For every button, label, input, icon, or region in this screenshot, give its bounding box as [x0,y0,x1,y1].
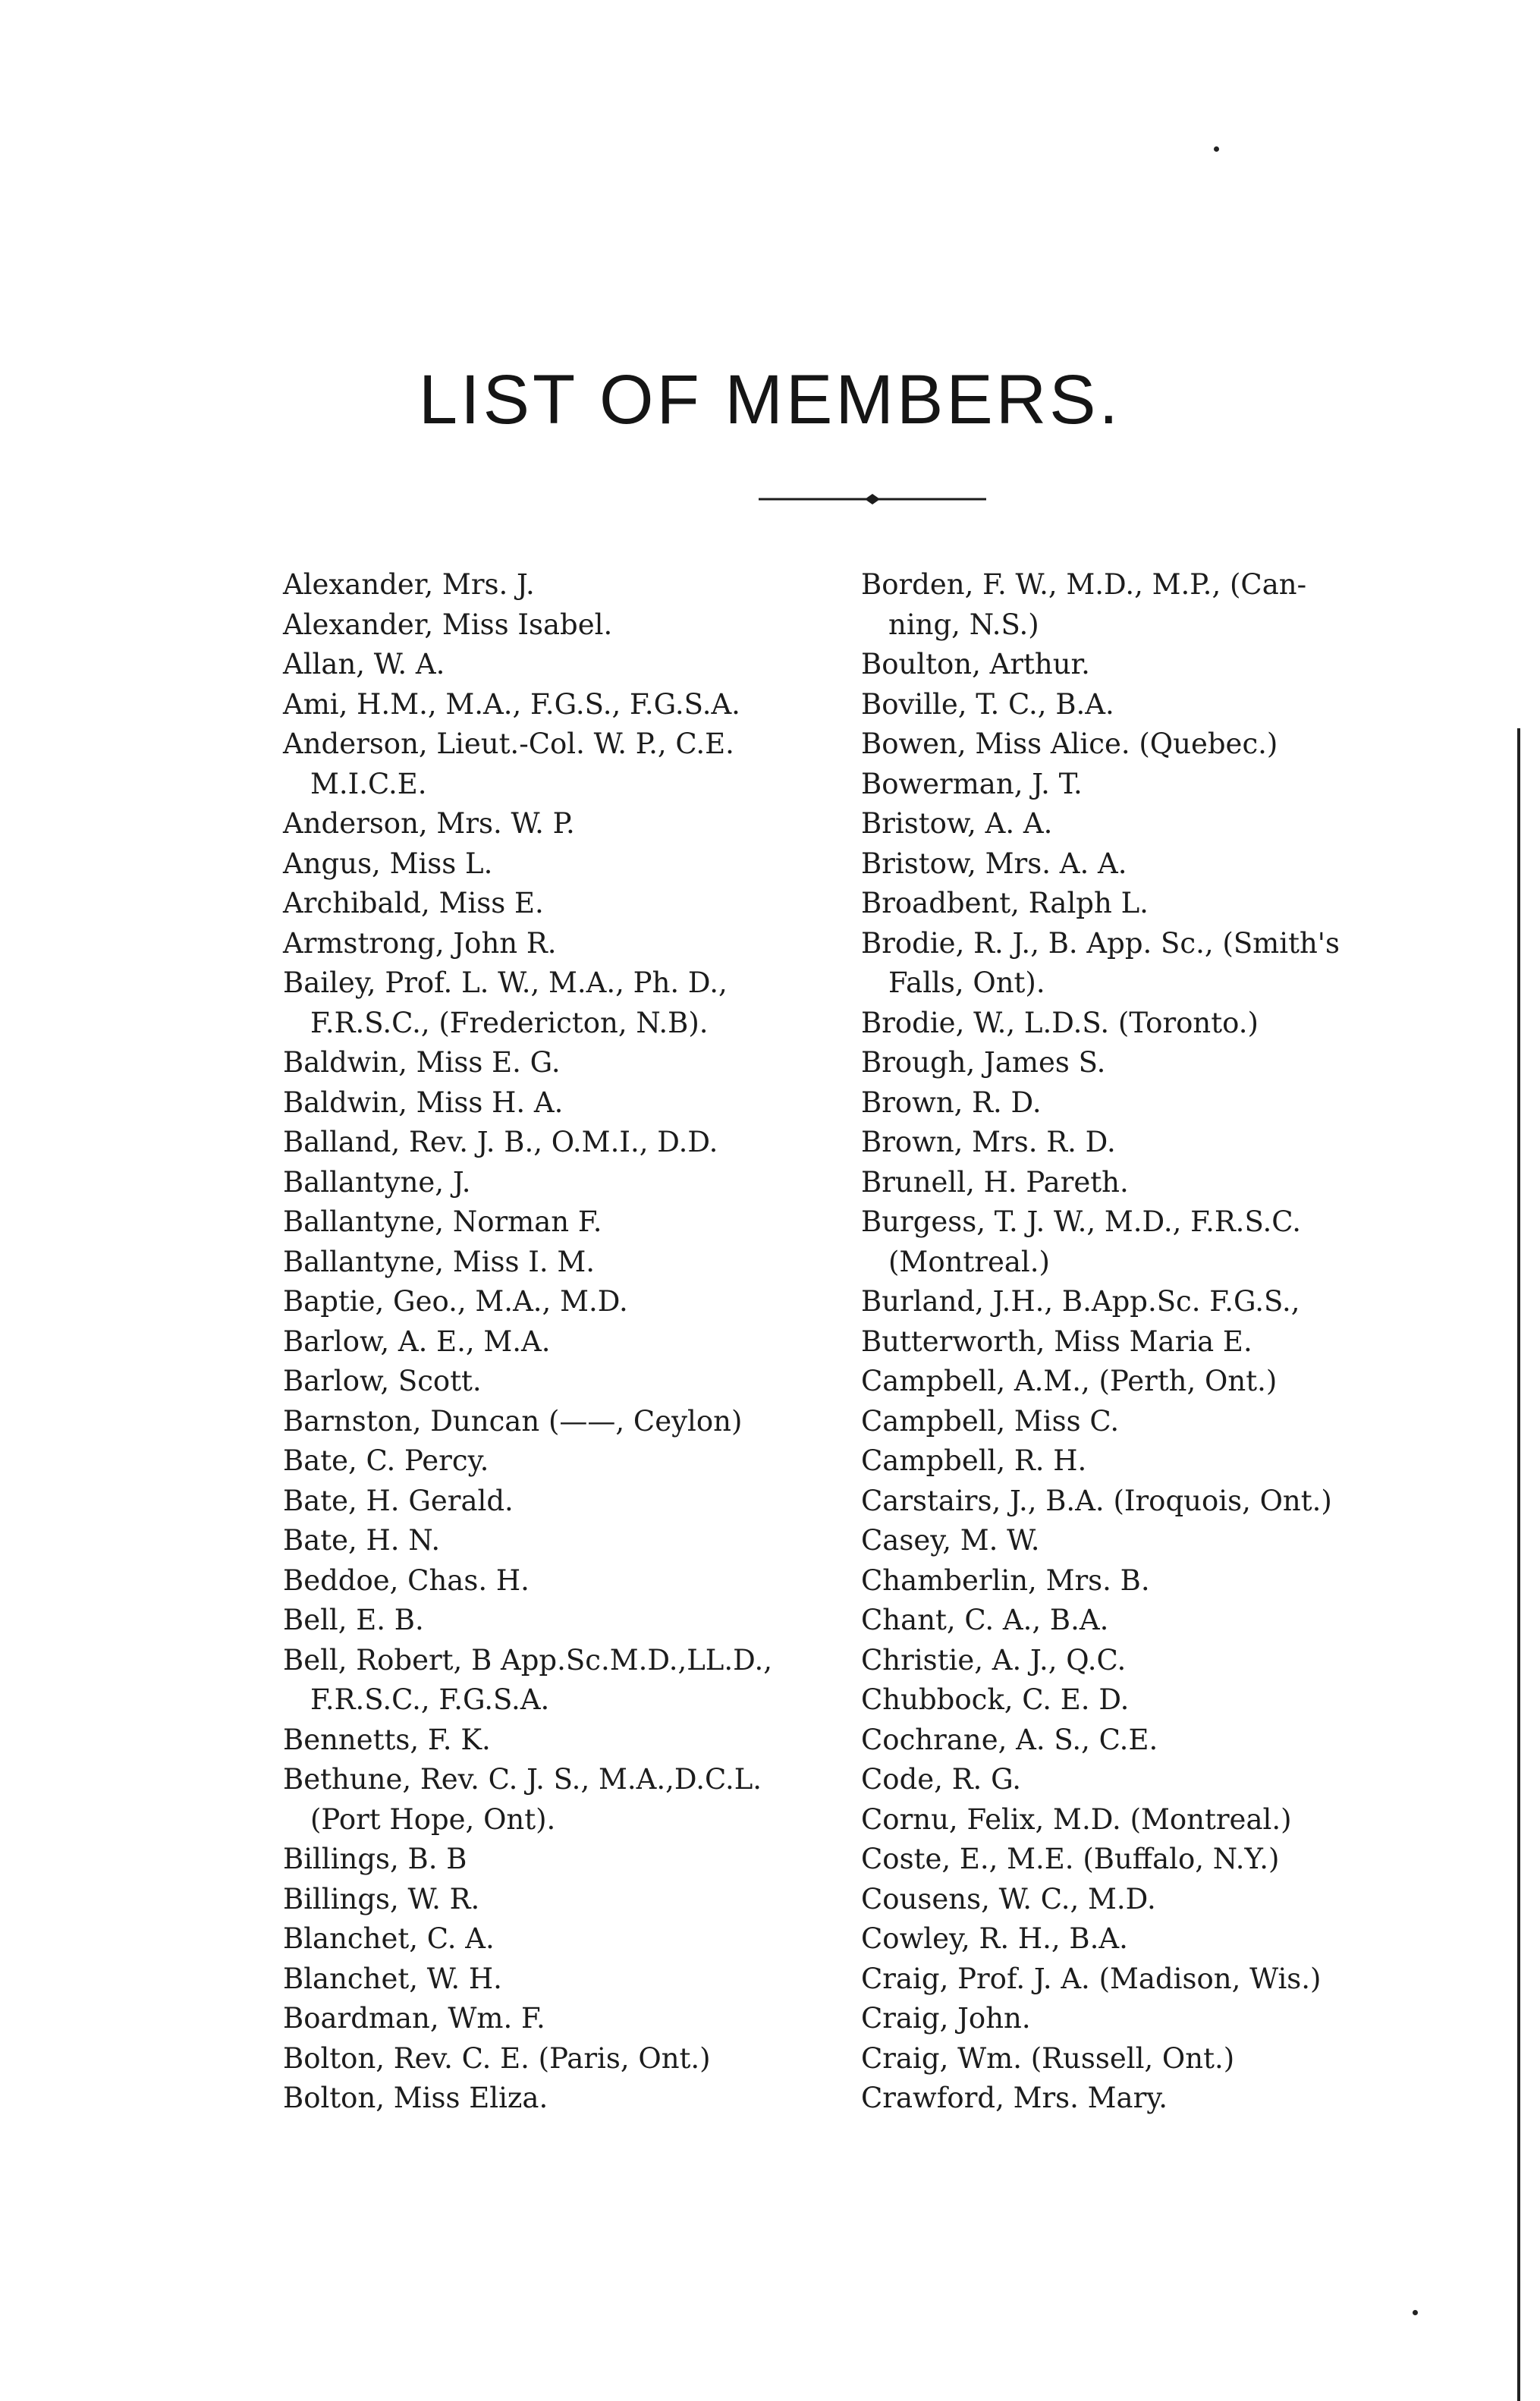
member-entry: Campbell, A.M., (Perth, Ont.) [861,1365,1278,1397]
member-entry: Brodie, R. J., B. App. Sc., (Smith's [861,926,1340,960]
member-entry: Bolton, Miss Eliza. [283,2082,548,2114]
speck [1413,2310,1418,2315]
member-entry: Beddoe, Chas. H. [283,1563,530,1597]
member-entry: Cousens, W. C., M.D. [861,1882,1156,1915]
member-entry: Broadbent, Ralph L. [861,887,1149,919]
member-entry: Bethune, Rev. C. J. S., M.A.,D.C.L. [283,1763,762,1796]
member-entry-continuation: Falls, Ont). [888,966,1045,999]
member-entry: Bowen, Miss Alice. (Quebec.) [861,728,1278,760]
member-entry: Anderson, Lieut.-Col. W. P., C.E. [283,728,734,760]
member-entry: Bennetts, F. K. [283,1723,491,1756]
member-entry: Blanchet, C. A. [283,1922,495,1955]
member-entry: Brown, R. D. [861,1086,1042,1119]
member-entry: Bristow, Mrs. A. A. [861,847,1127,880]
member-entry: Chant, C. A., B.A. [861,1604,1109,1636]
member-entry: Cochrane, A. S., C.E. [861,1723,1158,1756]
member-entry: Ballantyne, Norman F. [283,1205,602,1238]
member-entry: Craig, Prof. J. A. (Madison, Wis.) [861,1962,1322,1995]
member-entry: Balland, Rev. J. B., O.M.I., D.D. [283,1126,718,1158]
members-column-left [283,565,882,2119]
member-entry: Barlow, A. E., M.A. [283,1325,551,1358]
member-entry: Barlow, Scott. [283,1365,482,1397]
member-entry: Burland, J.H., B.App.Sc. F.G.S., [861,1285,1300,1318]
member-entry: Boardman, Wm. F. [283,2002,545,2035]
member-entry-continuation: (Montreal.) [888,1245,1050,1278]
member-entry: Bate, C. Percy. [283,1444,489,1477]
member-entry: Alexander, Miss Isabel. [283,608,613,641]
member-entry: Borden, F. W., M.D., M.P., (Can- [861,568,1307,601]
member-entry: Alexander, Mrs. J. [283,568,535,601]
member-entry: Barnston, Duncan (——, Ceylon) [283,1404,743,1438]
member-entry: Ballantyne, Miss I. M. [283,1245,596,1278]
speck [1214,146,1219,152]
title-rule-ornament [759,492,986,507]
member-entry: Burgess, T. J. W., M.D., F.R.S.C. [861,1205,1301,1238]
member-entry: Baptie, Geo., M.A., M.D. [283,1285,628,1318]
member-entry: Baldwin, Miss H. A. [283,1086,564,1119]
member-entry: Boulton, Arthur. [861,648,1090,680]
page-title: LIST OF MEMBERS. [418,361,1122,438]
member-entry: Billings, W. R. [283,1882,480,1915]
member-entry: Baldwin, Miss E. G. [283,1046,561,1079]
member-entry: Campbell, R. H. [861,1444,1087,1477]
member-entry: Chamberlin, Mrs. B. [861,1563,1150,1597]
member-entry: Brough, James S. [861,1046,1106,1079]
page-edge-line [1517,728,1520,2401]
member-entry-continuation: M.I.C.E. [310,767,427,800]
member-entry: Archibald, Miss E. [283,887,544,919]
member-entry: Chubbock, C. E. D. [861,1683,1130,1716]
member-entry: Bailey, Prof. L. W., M.A., Ph. D., [283,966,728,999]
member-entry: Boville, T. C., B.A. [861,687,1114,721]
member-entry: Craig, Wm. (Russell, Ont.) [861,2041,1235,2075]
member-entry: Crawford, Mrs. Mary. [861,2082,1168,2114]
member-entry: Bate, H. Gerald. [283,1484,514,1517]
member-entry: Casey, M. W. [861,1524,1040,1557]
member-entry: Butterworth, Miss Maria E. [861,1325,1252,1358]
member-entry: Coste, E., M.E. (Buffalo, N.Y.) [861,1843,1280,1875]
member-entry: Bell, Robert, B App.Sc.M.D.,LL.D., [283,1643,772,1677]
member-entry: Angus, Miss L. [283,847,493,880]
member-entry-continuation: F.R.S.C., (Fredericton, N.B). [310,1006,709,1039]
member-entry: Anderson, Mrs. W. P. [283,807,575,840]
members-column-right [861,565,1468,2119]
member-entry: Bristow, A. A. [861,807,1053,840]
member-entry: Brodie, W., L.D.S. (Toronto.) [861,1006,1259,1039]
member-entry: Cowley, R. H., B.A. [861,1922,1128,1955]
member-entry: Bell, E. B. [283,1604,424,1636]
member-entry-continuation: ning, N.S.) [888,608,1039,641]
member-entry: Ami, H.M., M.A., F.G.S., F.G.S.A. [283,687,740,721]
member-entry: Brown, Mrs. R. D. [861,1126,1116,1158]
member-entry: Bolton, Rev. C. E. (Paris, Ont.) [283,2041,711,2075]
member-entry: Carstairs, J., B.A. (Iroquois, Ont.) [861,1484,1332,1517]
member-entry: Cornu, Felix, M.D. (Montreal.) [861,1802,1292,1836]
member-entry: Bowerman, J. T. [861,767,1083,800]
member-entry: Craig, John. [861,2002,1031,2035]
member-entry: Christie, A. J., Q.C. [861,1643,1127,1677]
member-entry: Blanchet, W. H. [283,1962,502,1995]
member-entry: Armstrong, John R. [283,926,557,960]
member-entry: Code, R. G. [861,1763,1022,1796]
member-entry: Allan, W. A. [283,648,445,680]
member-entry: Bate, H. N. [283,1524,441,1557]
member-entry: Campbell, Miss C. [861,1404,1120,1438]
member-entry-continuation: F.R.S.C., F.G.S.A. [310,1683,550,1716]
member-entry: Brunell, H. Pareth. [861,1165,1129,1199]
member-entry: Billings, B. B [283,1843,467,1875]
member-entry: Ballantyne, J. [283,1165,471,1199]
member-entry-continuation: (Port Hope, Ont). [310,1802,556,1836]
